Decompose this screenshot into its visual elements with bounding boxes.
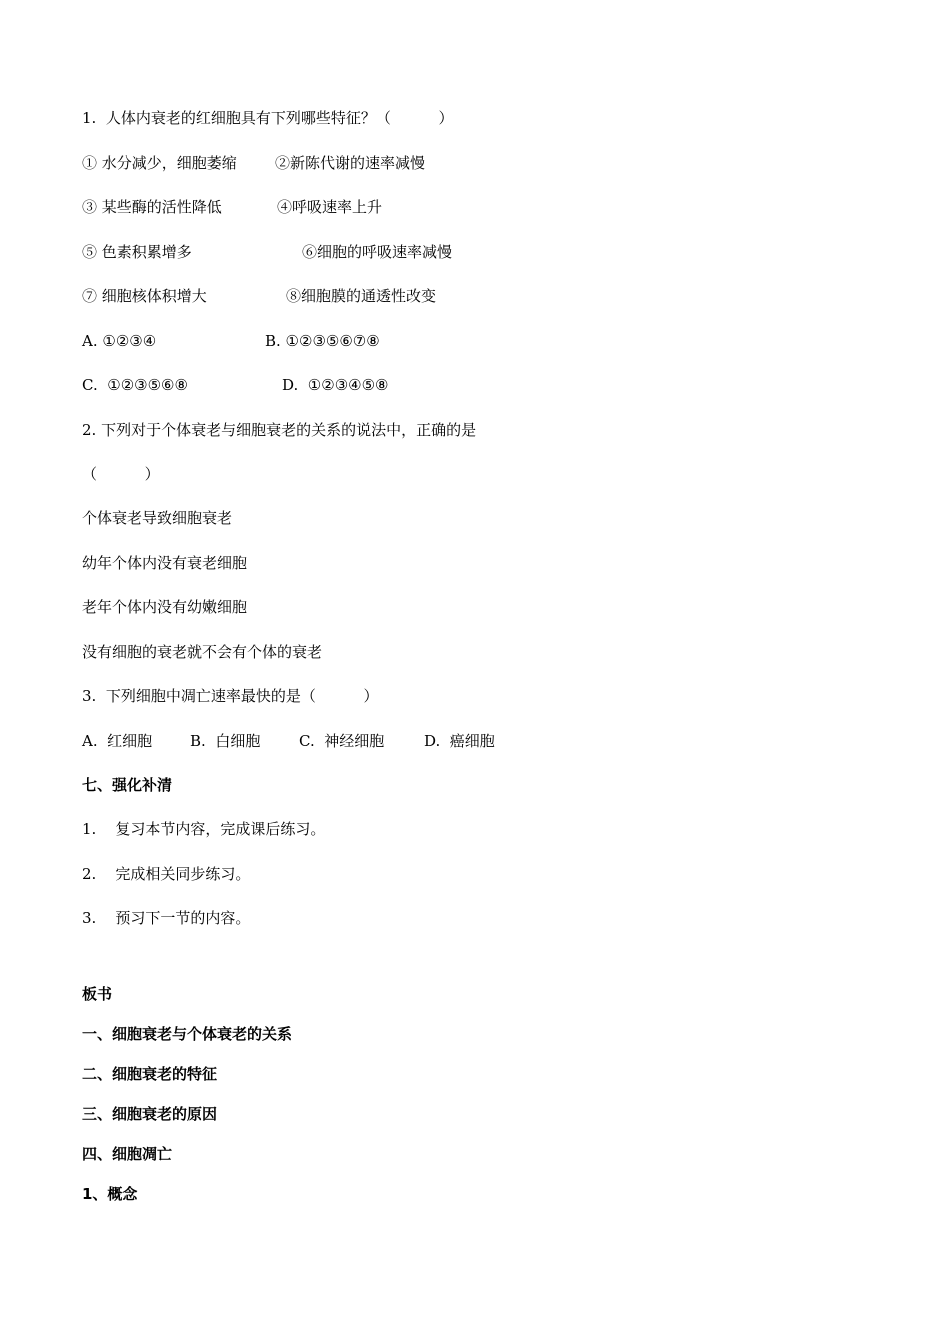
q3-choice-a: A. 红细胞 [82,732,153,750]
q2-stem: 2. 下列对于个体衰老与细胞衰老的关系的说法中，正确的是 [82,421,477,439]
q2-option-c: 老年个体内没有幼嫩细胞 [82,598,248,616]
board-heading: 板书 [82,985,113,1003]
q1-choices-row-2 [82,375,882,395]
q2-option-d: 没有细胞的衰老就不会有个体的衰老 [82,643,323,661]
q1-choice-c: C. ①②③⑤⑥⑧ [82,376,188,394]
q1-option-8: ⑧细胞膜的通透性改变 [286,287,437,305]
q1-option-4: ④呼吸速率上升 [277,198,383,216]
board-heading-4: 四、细胞凋亡 [82,1145,173,1163]
q3-choice-b: B. 白细胞 [190,732,261,750]
q3-choice-d: D. 癌细胞 [424,732,495,750]
section-7-heading: 七、强化补清 [82,776,173,794]
q1-option-5: ⑤ 色素积累增多 [82,243,192,261]
q1-choice-d: D. ①②③④⑤⑧ [282,376,389,394]
q1-option-7: ⑦ 细胞核体积增大 [82,287,207,305]
q1-options-row-1 [82,153,882,173]
q1-choice-b: B. ①②③⑤⑥⑦⑧ [265,332,380,350]
section-7-item-2: 2. 完成相关同步练习。 [82,865,251,883]
board-heading-1: 一、细胞衰老与个体衰老的关系 [82,1025,293,1043]
q1-option-1: ① 水分减少，细胞萎缩 [82,154,237,172]
section-7-item-1: 1. 复习本节内容，完成课后练习。 [82,820,326,838]
q2-option-b: 幼年个体内没有衰老细胞 [82,554,248,572]
q3-choices-row [82,731,882,751]
q1-choice-a: A. ①②③④ [82,332,157,350]
board-heading-2: 二、细胞衰老的特征 [82,1065,218,1083]
q1-options-row-4 [82,286,882,306]
q1-options-row-2 [82,197,882,217]
q3-choice-c: C. 神经细胞 [299,732,385,750]
section-7-item-3: 3. 预习下一节的内容。 [82,909,251,927]
board-heading-3: 三、细胞衰老的原因 [82,1105,218,1123]
q1-stem: 1. 人体内衰老的红细胞具有下列哪些特征？（ ） [82,109,454,127]
q3-stem: 3. 下列细胞中凋亡速率最快的是（ ） [82,687,379,705]
q1-option-3: ③ 某些酶的活性降低 [82,198,222,216]
q1-options-row-3 [82,242,882,262]
q1-option-6: ⑥细胞的呼吸速率减慢 [302,243,453,261]
q2-answer-paren: （ ） [82,465,160,483]
board-subheading-1: 1、概念 [82,1185,138,1203]
q1-option-2: ②新陈代谢的速率减慢 [275,154,426,172]
q1-choices-row-1 [82,331,882,351]
q2-option-a: 个体衰老导致细胞衰老 [82,509,233,527]
